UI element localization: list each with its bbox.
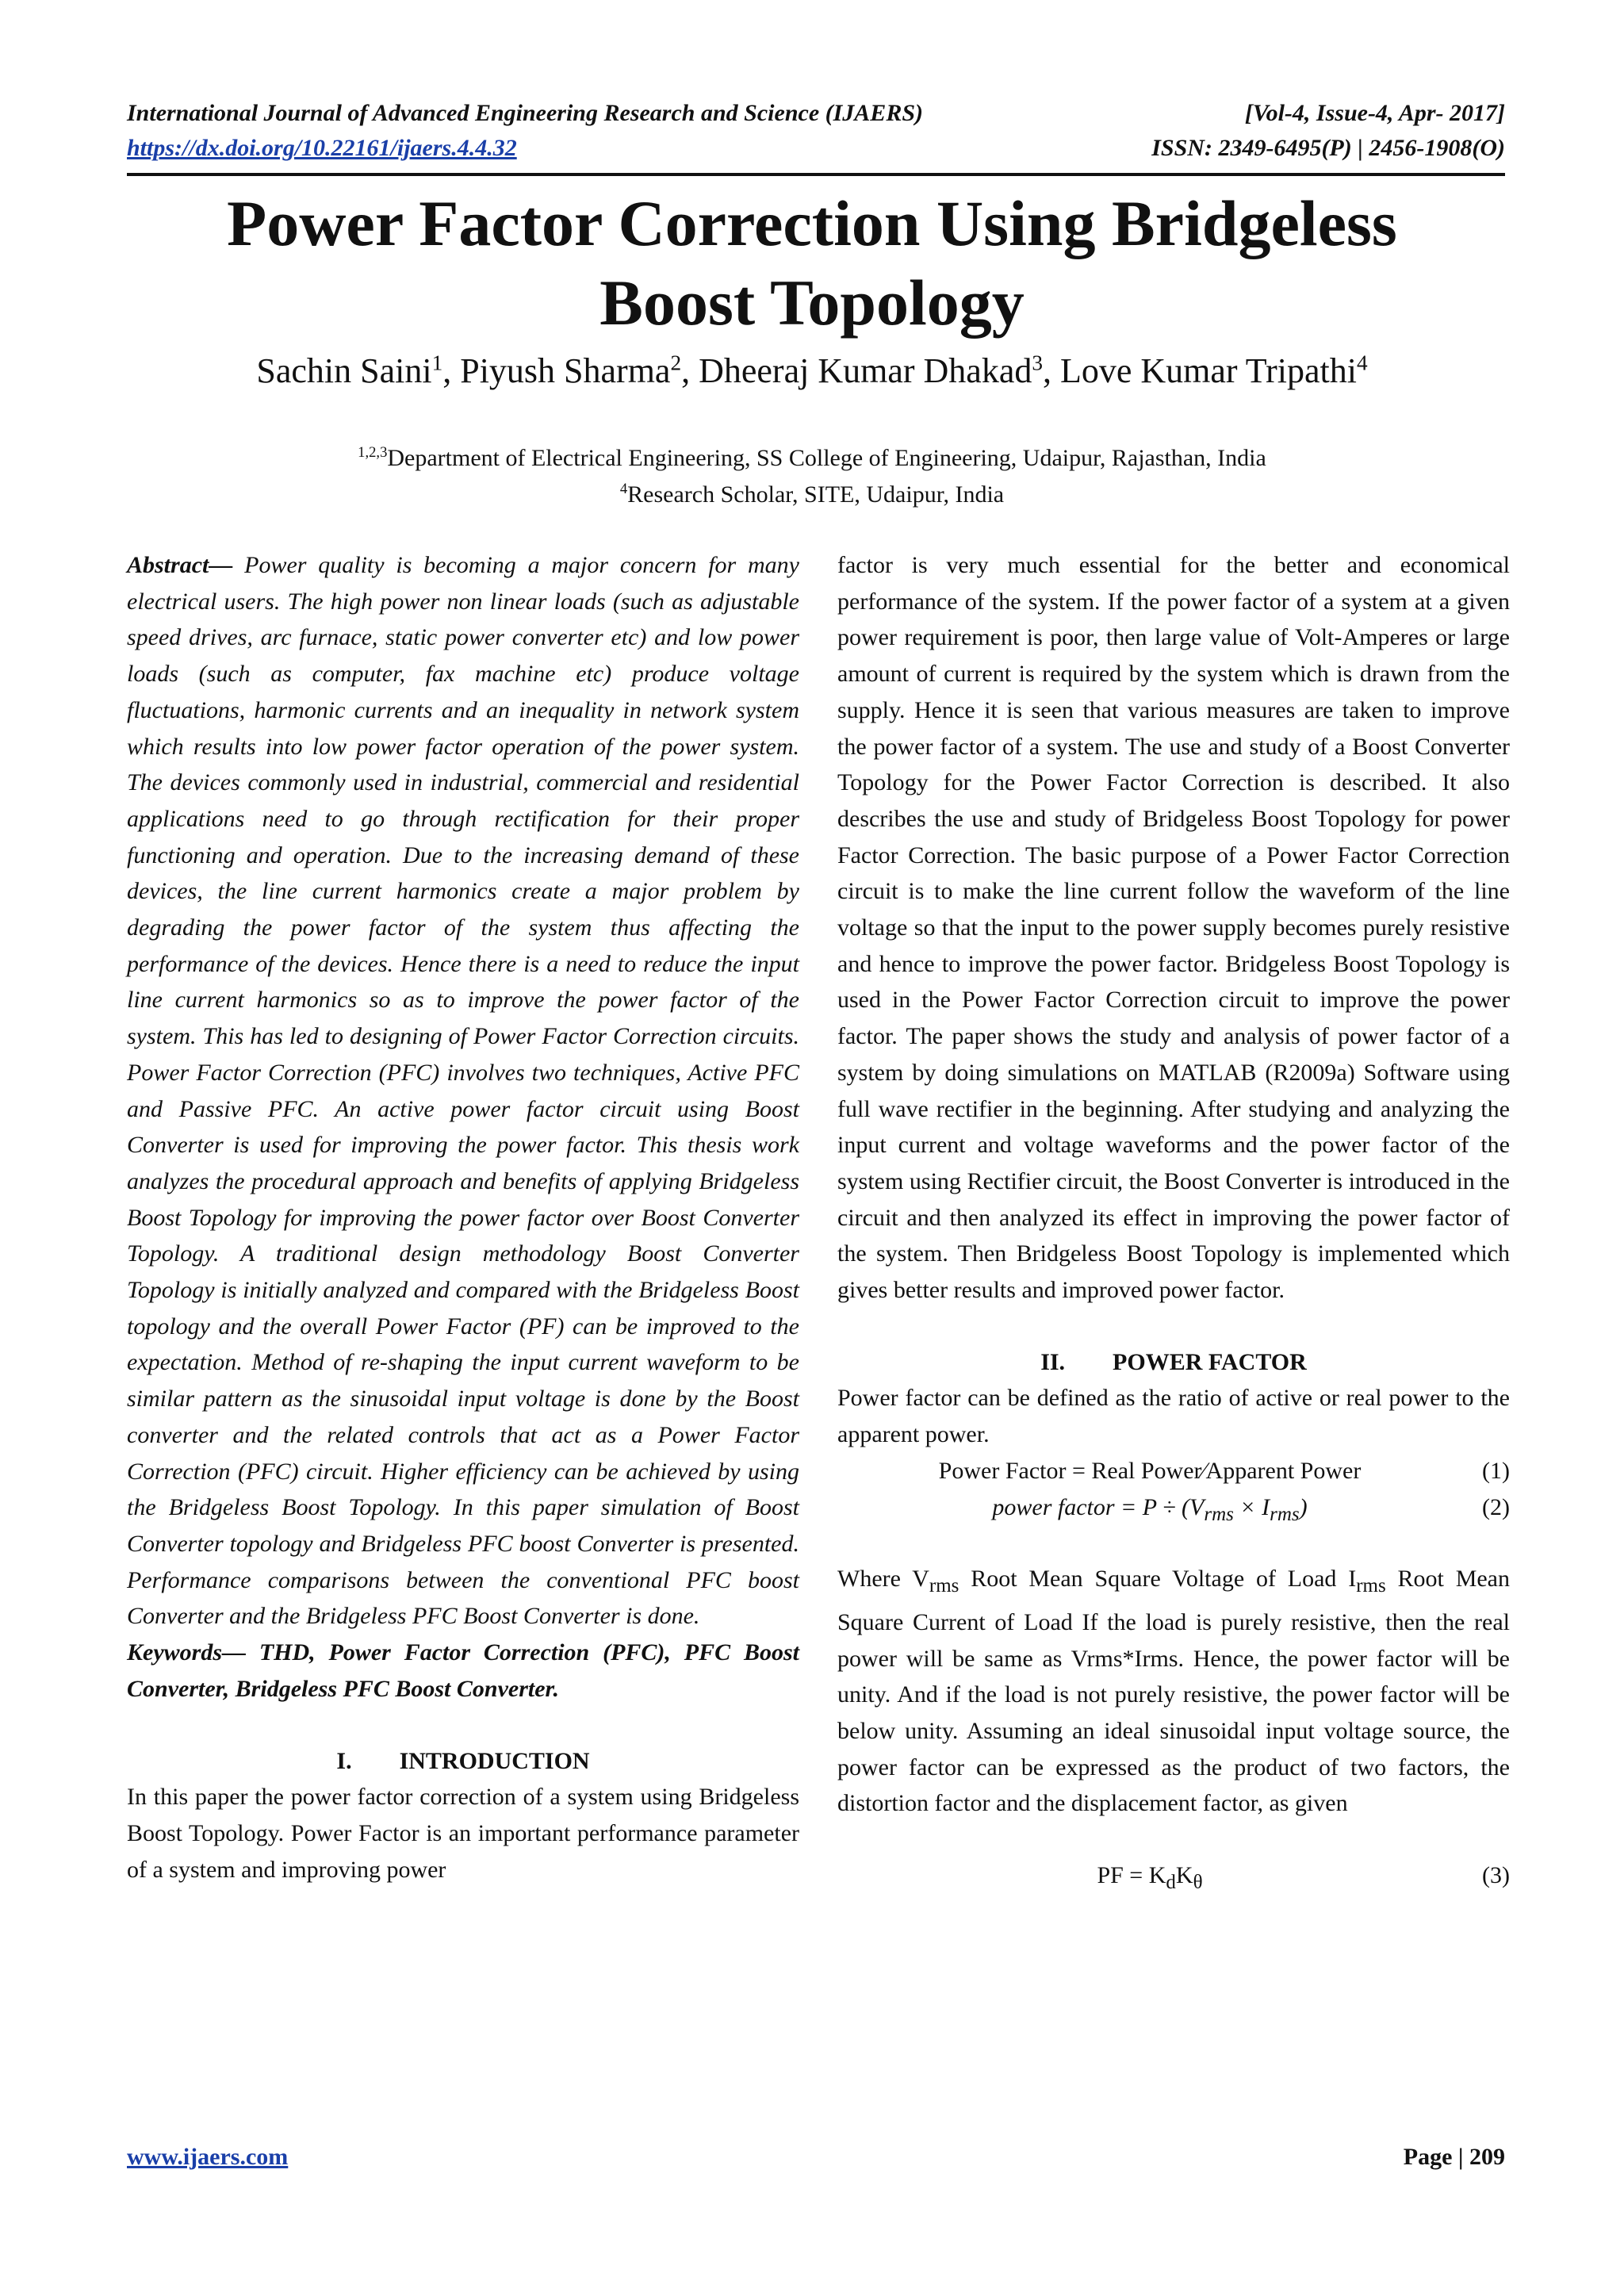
spacer (837, 1309, 1510, 1344)
paper-title (0, 184, 1624, 343)
abstract-label: Abstract— (127, 552, 233, 578)
eq3-sub: θ (1193, 1872, 1203, 1894)
author-sup: 3 (1032, 351, 1043, 375)
eq2-part: power factor = P ÷ (V (992, 1493, 1205, 1520)
affiliation-text: Research Scholar, SITE, Udaipur, India (627, 481, 1005, 508)
equation-2-body (837, 1489, 1462, 1533)
right-column (837, 547, 1510, 1894)
affiliation-1 (0, 440, 1624, 477)
affiliation-sup: 4 (619, 481, 628, 497)
volume-info: [Vol-4, Issue-4, Apr- 2017] (1244, 100, 1505, 126)
abstract-text: Power quality is becoming a major concern for many electrical users. The high power non linear loads (such as adjustable speed drives, arc furnace, static power converter etc) and low power loads (such as computer, fax machine etc) produce voltage fluctuations, harmonic currents and an inequality in network system which results into low power factor operation of the power system. The devices commonly used in industrial, commercial and residential applications need to go through rectification for their proper functioning and operation. Due to the increasing demand of these devices, the line current harmonics create a major problem by degrading the power factor of the system thus affecting the performance of the devices. Hence there is a need to reduce the input line current harmonics so as to improve the power factor of the system. This has led to designing of Power Factor Correction circuits. Power Factor Correction (PFC) involves two techniques, Active PFC and Passive PFC. An active power factor circuit using Boost Converter is used for improving the power factor. This thesis work analyzes the procedural approach and benefits of applying Bridgeless Boost Topology for improving the power factor over Boost Converter Topology. A traditional design methodology Boost Converter Topology is initially analyzed and compared with the Bridgeless Boost topology and the overall Power Factor (PF) can be improved to the expectation. Method of re-shaping the input current waveform to be similar pattern as the sinusoidal input voltage is done by the Boost converter and the related controls that act as a Power Factor Correction (PFC) circuit. Higher efficiency can be achieved by using the Bridgeless Boost Topology. In this paper simulation of Boost Converter topology and Bridgeless PFC boost Converter is presented. Performance comparisons between the conventional PFC boost Converter and the Bridgeless PFC Boost Converter is done. (127, 552, 799, 1630)
spacer (127, 1708, 799, 1743)
header-rule (127, 173, 1505, 176)
affiliation-text: Department of Electrical Engineering, SS College of Engineering, Udaipur, Rajasthan, India (387, 445, 1266, 471)
where-sub: rms (929, 1575, 959, 1597)
eq2-sub: rms (1204, 1503, 1234, 1525)
eq2-part: × I (1233, 1493, 1270, 1520)
where-text: Where V (837, 1566, 929, 1593)
doi-link[interactable]: https://dx.doi.org/10.22161/ijaers.4.4.32 (127, 135, 517, 161)
page-number: Page | 209 (1403, 2144, 1505, 2170)
affiliation-sup: 1,2,3 (358, 444, 388, 461)
equation-3-body (837, 1857, 1462, 1901)
issn: ISSN: 2349-6495(P) | 2456-1908(O) (1151, 135, 1505, 161)
left-column (127, 547, 799, 1888)
section-heading-power-factor: II. POWER FACTOR (1040, 1348, 1307, 1375)
equation-1-number: (1) (1482, 1457, 1510, 1484)
where-paragraph (837, 1561, 1510, 1822)
eq2-sub: rms (1270, 1503, 1300, 1525)
author-sup: 1 (431, 351, 443, 375)
website-link[interactable]: www.ijaers.com (127, 2144, 289, 2170)
affiliations (0, 440, 1624, 513)
spacer (837, 1822, 1510, 1857)
where-sub: rms (1356, 1575, 1386, 1597)
author-name: Piyush Sharma (460, 351, 671, 390)
eq3-part: K (1175, 1862, 1193, 1889)
equation-3-number: (3) (1482, 1862, 1510, 1889)
introduction-text: In this paper the power factor correction of a system using Bridgeless Boost Topology. Power Factor is an important performance parameter of a system and improving power (127, 1784, 799, 1883)
author-name: Love Kumar Tripathi (1060, 351, 1357, 390)
introduction-text-continued: factor is very much essential for the better and economical performance of the system. If the power factor of a system at a given power requirement is poor, then large value of Volt-Amperes or large amount of current is required by the system which is drawn from the supply. Hence it is seen that various measures are taken to improve the power factor of a system. The use and study of a Boost Converter Topology for the Power Factor Correction is described. It also describes the use and study of Bridgeless Boost Topology for power Factor Correction. The basic purpose of a Power Factor Correction circuit is to make the line current follow the waveform of the line voltage so that the input to the power supply becomes purely resistive and hence to improve the power factor. Bridgeless Boost Topology is used in the Power Factor Correction circuit to improve the power factor. The paper shows the study and analysis of power factor of a system by doing simulations on MATLAB (R2009a) Software using full wave rectifier in the beginning. After studying and analyzing the input current and voltage waveforms and the power factor of the system using Rectifier circuit, the Boost Converter is introduced in the circuit and then analyzed its effect in improving the power factor of the system. Then Bridgeless Boost Topology is implemented which gives better results and improved power factor. (837, 552, 1510, 1304)
affiliation-2 (0, 477, 1624, 513)
equation-2-number: (2) (1482, 1493, 1510, 1520)
equation-2 (837, 1489, 1510, 1526)
title-line-2: Boost Topology (599, 266, 1025, 339)
equation-1-body: Power Factor = Real Power∕Apparent Power (938, 1457, 1362, 1484)
author-name: Sachin Saini (256, 351, 432, 390)
author-sup: 4 (1356, 351, 1368, 375)
keywords: Keywords— THD, Power Factor Correction (PFC), PFC Boost Converter, Bridgeless PFC Boost Converter. (127, 1639, 799, 1702)
eq3-sub: d (1166, 1872, 1176, 1894)
where-text: Root Mean Square Current of Load If the load is purely resistive, then the real power will be same as Vrms*Irms. Hence, the power factor will be unity. And if the load is not purely resistive, the power factor will be below unity. Assuming an ideal sinusoidal input voltage source, the power factor can be expressed as the product of two factors, the distortion factor and the displacement factor, as given (837, 1566, 1510, 1817)
journal-name: International Journal of Advanced Engineering Research and Science (IJAERS) (127, 100, 924, 126)
author-name: Dheeraj Kumar Dhakad (699, 351, 1032, 390)
equation-1 (837, 1453, 1510, 1489)
where-text: Root Mean Square Voltage of Load I (959, 1566, 1357, 1593)
author-list: Sachin Saini$^1$, Piyush Sharma$^2$, Dheeraj Kumar Dhakad$^3$, Love Kumar Tripathi$^4$ (256, 351, 1368, 390)
eq2-part: ) (1299, 1493, 1308, 1520)
title-line-1: Power Factor Correction Using Bridgeless (227, 187, 1397, 259)
author-sup: 2 (670, 351, 682, 375)
section-heading-introduction: I. INTRODUCTION (336, 1747, 590, 1774)
eq3-part: PF = K (1097, 1862, 1166, 1889)
power-factor-intro: Power factor can be defined as the ratio of active or real power to the apparent power. (837, 1385, 1510, 1448)
equation-3 (837, 1857, 1510, 1894)
abstract (127, 547, 799, 1635)
